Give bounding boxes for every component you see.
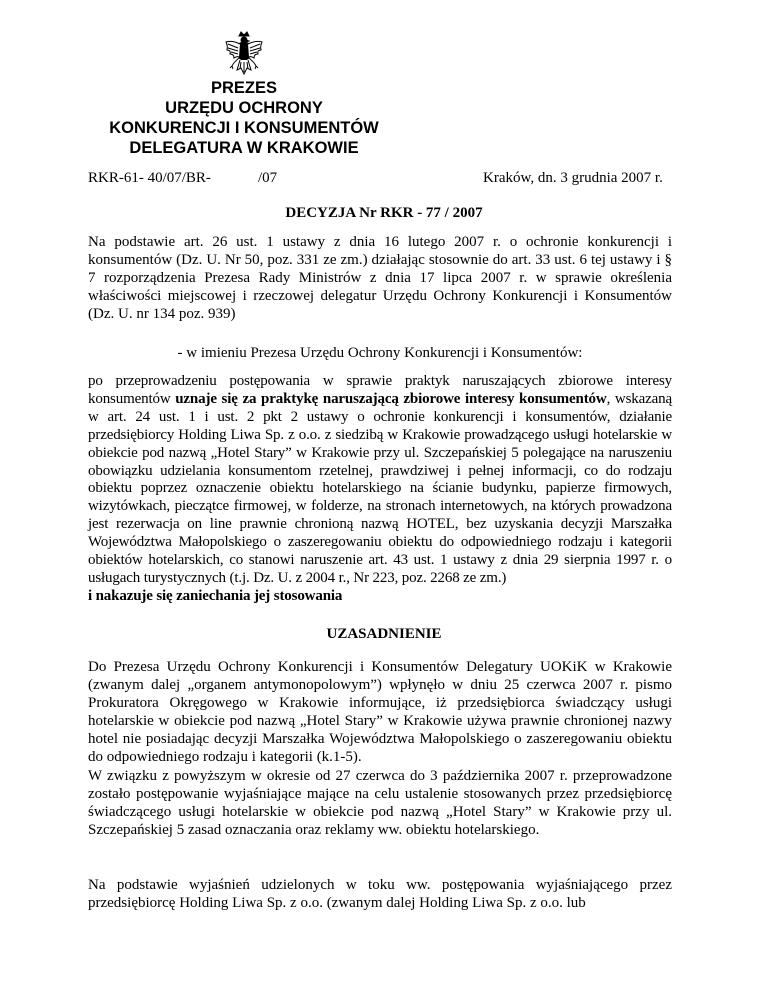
ruling-text-1: po przeprowadzeniu postępowania w sprawie praktyk naruszających zbiorowe interesy konsumentów	[88, 373, 672, 407]
decision-title: DECYZJA Nr RKR - 77 / 2007	[285, 205, 483, 221]
legal-basis-paragraph	[88, 234, 672, 324]
place-and-date: Kraków, dn. 3 grudnia 2007 r.	[483, 170, 663, 186]
ruling-bold-finding: uznaje się za praktykę naruszającą zbiorowe interesy konsumentów	[175, 390, 607, 407]
justification-text-2: W związku z powyższym w okresie od 27 czerwca do 3 października 2007 r. przeprowadzone zostało postępowanie wyjaśniające mające na celu ustalenie stosowanych przez przedsiębiorcę świadczącego usługi hotelarskie w obiekcie pod nazwą „Hotel Stary” w Krakowie przy ul. Szczepańskiej 5 zasad oznaczania oraz reklamy ww. obiektu hotelarskiego.	[88, 768, 672, 838]
issuer-line-2: URZĘDU OCHRONY	[165, 99, 323, 117]
justification-heading: UZASADNIENIE	[326, 626, 442, 642]
issuer-line-4: DELEGATURA W KRAKOWIE	[129, 139, 359, 157]
on-behalf-line	[88, 345, 672, 363]
issuer-header	[88, 78, 400, 158]
legal-basis-text: Na podstawie art. 26 ust. 1 ustawy z dnia 16 lutego 2007 r. o ochronie konkurencji i konsumentów (Dz. U. Nr 50, poz. 331 ze zm.) działając stosownie do art. 33 ust. 6 tej ustawy i § 7 rozporządzenia Prezesa Rady Ministrów z dnia 17 lipca 2007 r. w sprawie określenia właściwości miejscowej i rzeczowej delegatur Urzędu Ochrony Konkurencji i Konsumentów (Dz. U. nr 134 poz. 939)	[88, 234, 672, 322]
justification-paragraph-1	[88, 659, 672, 766]
issuer-line-3: KONKURENCJI I KONSUMENTÓW	[109, 119, 379, 137]
reference-suffix: /07	[258, 170, 278, 186]
issuer-line-1: PREZES	[210, 79, 278, 97]
justification-paragraph-2	[88, 768, 672, 840]
justification-text-1: Do Prezesa Urzędu Ochrony Konkurencji i Konsumentów Delegatury UOKiK w Krakowie (zwanym dalej „organem antymonopolowym”) wpłynęło w dniu 25 czerwca 2007 r. pismo Prokuratora Okręgowego w Krakowie informujące, iż przedsiębiorca świadczący usługi hotelarskie w obiekcie pod nazwą „Hotel Stary” w Krakowie używa prawnie chronionej nazwy hotel nie posiadając decyzji Marszałka Województwa Małopolskiego o zaszeregowaniu obiektu do odpowiedniego rodzaju i kategorii (k.1-5).	[88, 659, 672, 765]
ruling-bold-order: i nakazuje się zaniechania jej stosowania	[88, 587, 343, 604]
ruling-paragraph	[88, 373, 672, 606]
polish-eagle-emblem-icon	[222, 30, 266, 78]
ruling-text-2: , wskazaną w art. 24 ust. 1 i ust. 2 pkt 2 ustawy o ochronie konkurencji i konsumentów, działanie przedsiębiorcy Holding Liwa Sp. z o.o. z siedzibą w Krakowie prowadzącego usługi hotelarskie w obiekcie pod nazwą „Hotel Stary” w Krakowie przy ul. Szczepańskiej 5 polegające na naruszeniu obowiązku udzielania konsumentom rzetelnej, prawdziwej i pełnej informacji, co do rodzaju obiektu poprzez oznaczenie obiektu hotelarskiego na ścianie budynku, papierze firmowych, wizytówkach, pieczątce firmowej, w folderze, na stronach internetowych, na których prowadzona jest rezerwacja on line prawnie chronioną nazwą HOTEL, bez uzyskania decyzji Marszałka Województwa Małopolskiego o zaszeregowaniu obiektu do odpowiedniego rodzaju i kategorii obiektów hotelarskich, co stanowi naruszenie art. 43 ust. 1 ustawy z dnia 29 sierpnia 1997 r. o usługach turystycznych (t.j. Dz. U. z 2004 r., Nr 223, poz. 2268 ze zm.)	[88, 390, 672, 586]
reference-number: RKR-61- 40/07/BR-	[88, 170, 211, 186]
justification-text-3: Na podstawie wyjaśnień udzielonych w toku ww. postępowania wyjaśniającego przez przedsiębiorcę Holding Liwa Sp. z o.o. (zwanym dalej Holding Liwa Sp. z o.o. lub	[88, 877, 672, 911]
on-behalf-text: - w imieniu Prezesa Urzędu Ochrony Konkurencji i Konsumentów:	[177, 345, 583, 361]
justification-paragraph-3	[88, 877, 672, 913]
